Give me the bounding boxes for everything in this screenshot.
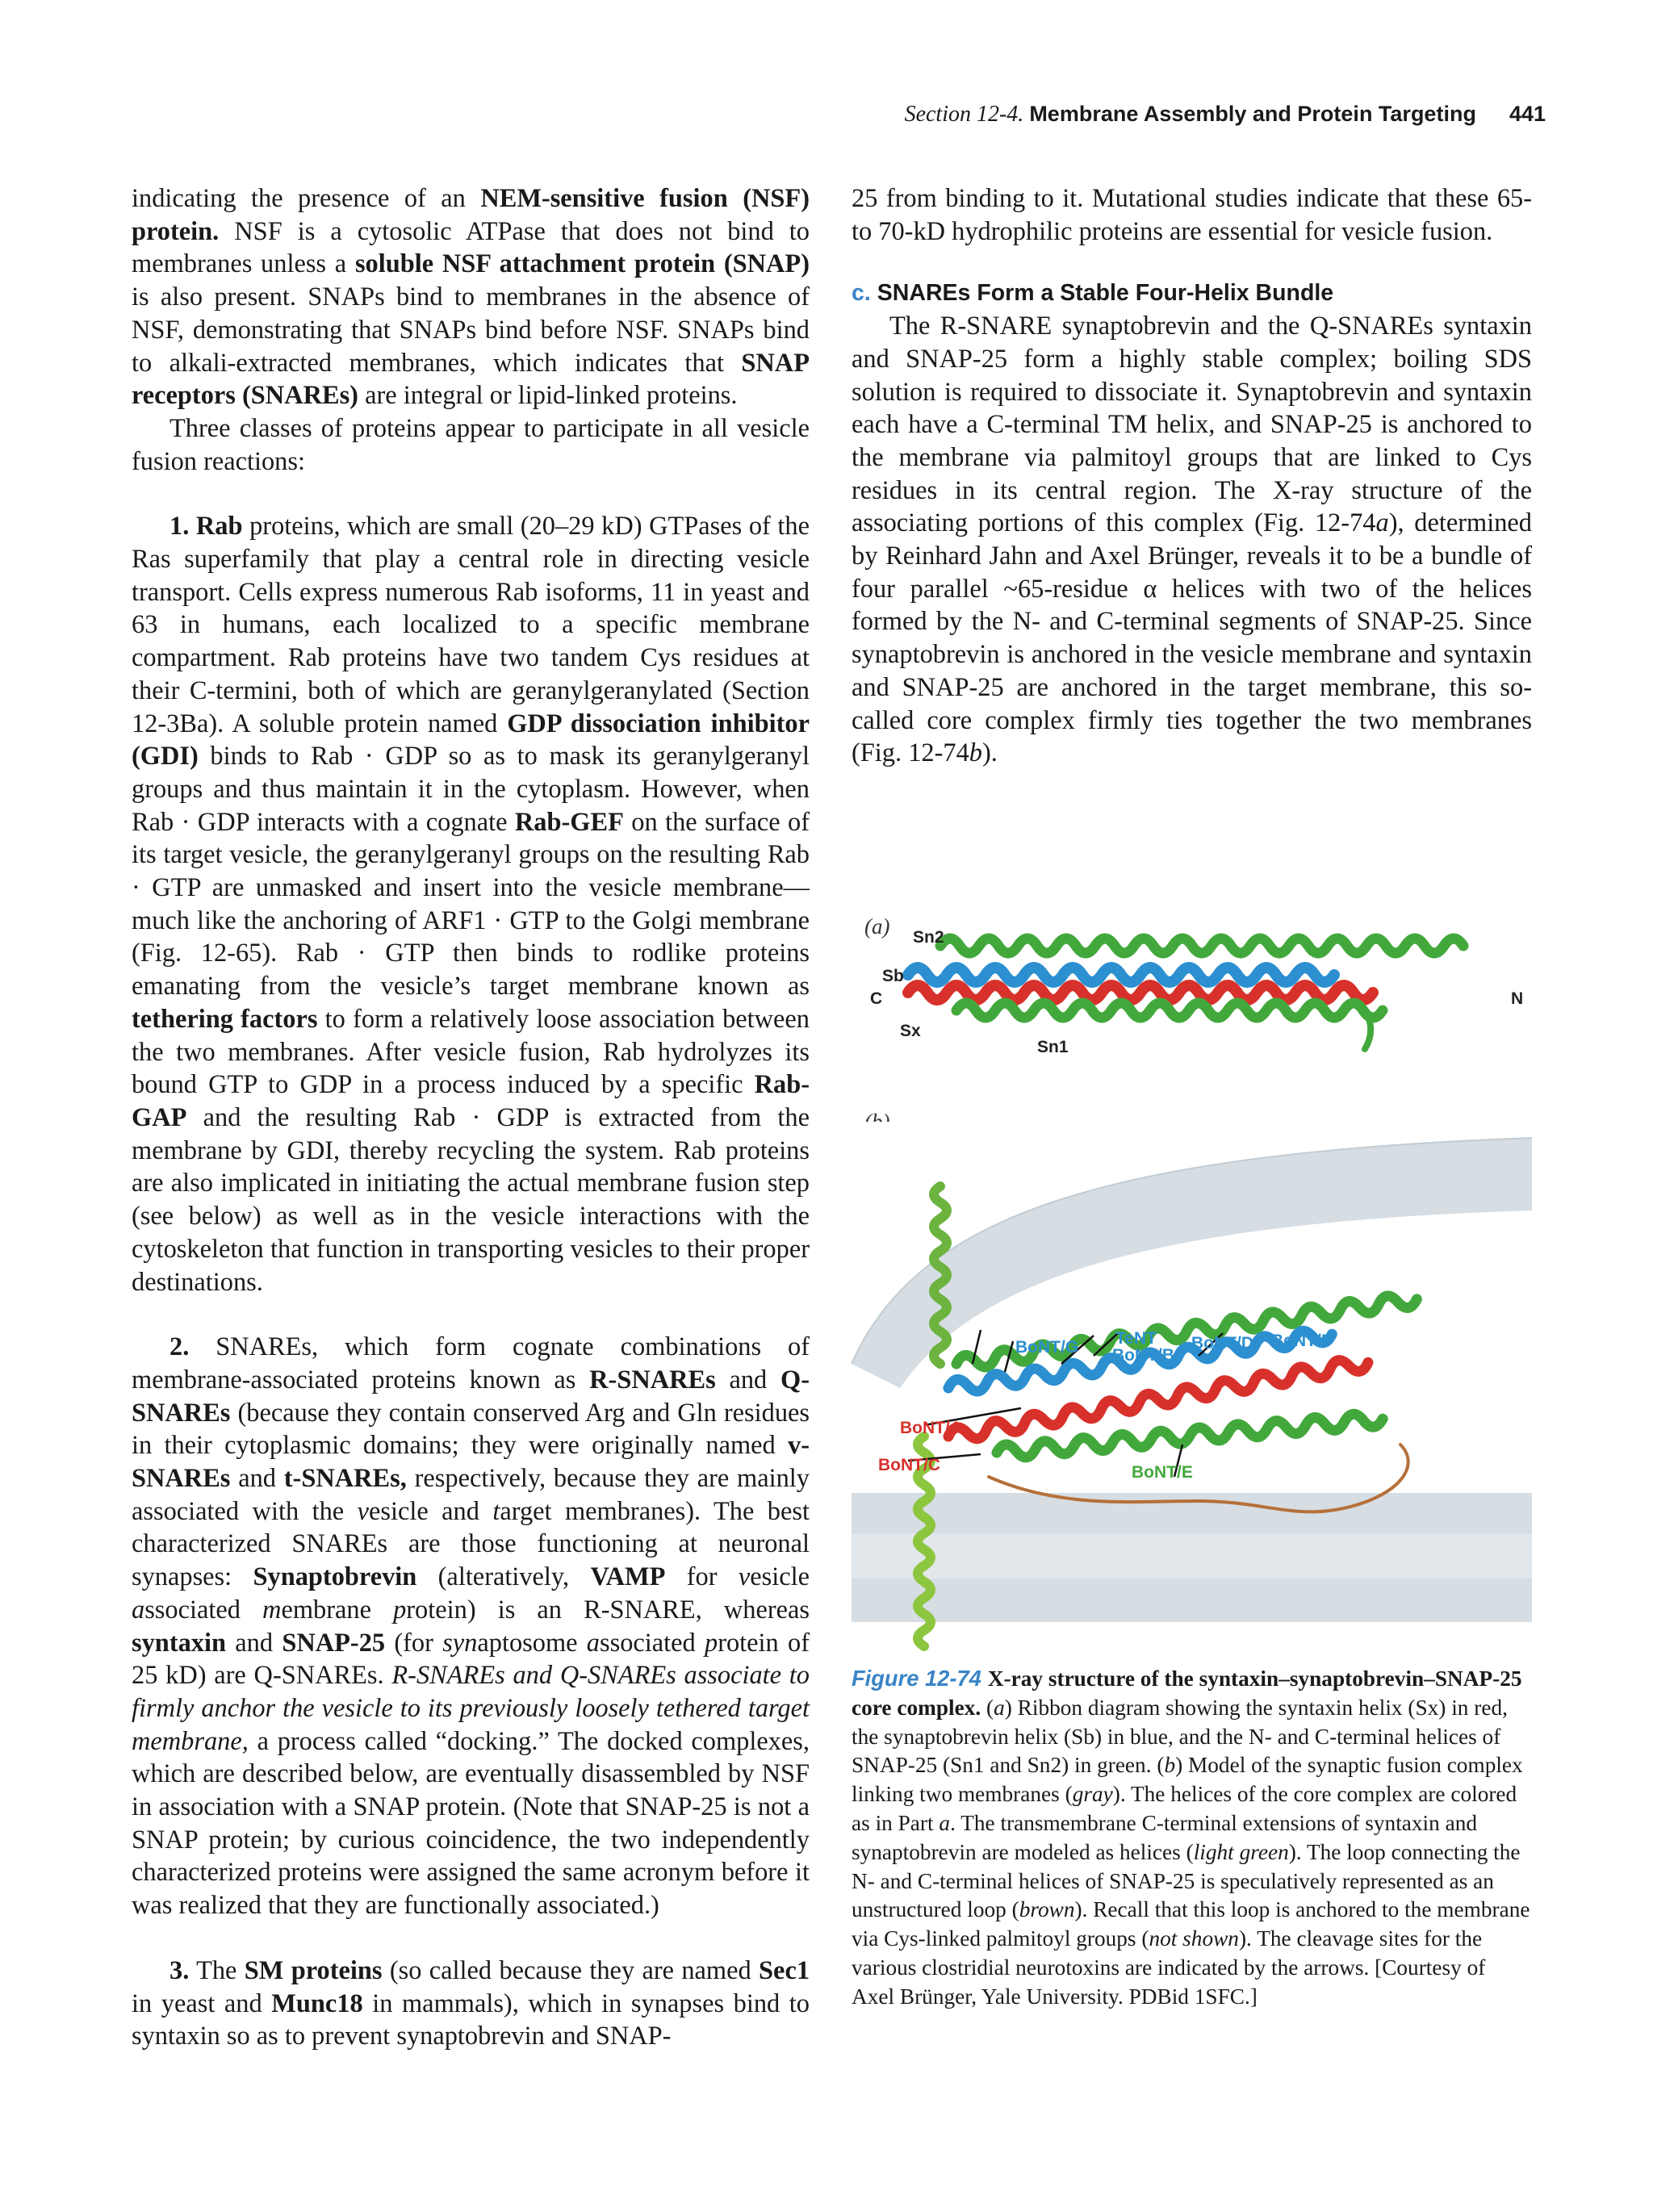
paragraph-rab: 1. Rab proteins, which are small (20–29 kD) GTPases of the Ras superfamily that play a central role in directing vesicle transport. Cells express numerous Rab isoforms, 11 in yeast and 63 in humans, each localized to a specific membrane compartment. Rab proteins have two tandem Cys residues at their C-termini, both of which are geranylgeranylated (Section 12-3Ba). A soluble protein named GDP dissociation inhibitor (GDI) binds to Rab · GDP so as to mask its geranylgeranyl groups and thus maintain it in the cytoplasm. However, when Rab · GDP interacts with a cognate Rab-GEF on the surface of its target vesicle, the geranylgeranyl groups on the resulting Rab · GTP are unmasked and insert into the vesicle membrane—much like the anchoring of ARF1 · GTP to the Golgi membrane (Fig. 12-65). Rab · GTP then binds to rodlike proteins emanating from the vesicle’s target membrane known as tethering factors to form a relatively loose association between the two membranes. After vesicle fusion, Rab hydrolyzes its bound GTP to GDP in a process induced by a specific Rab-GAP and the resulting Rab · GDP is extracted from the membrane by GDI, thereby recycling the system. Rab proteins are also implicated in initiating the actual membrane fusion step (see below) as well as in the vesicle interactions with the cytoskeleton that function in transporting vesicles to their proper destinations. <box>132 512 810 1297</box>
left-column <box>132 182 810 2053</box>
figure-part-b-model <box>852 1122 1532 1658</box>
figure-caption: Figure 12-74 X-ray structure of the syntaxin–synaptobrevin–SNAP-25 core complex. (a) Ribbon diagram showing the syntaxin helix (Sx) in red, the synaptobrevin helix (Sb) in blue, and the N- and C-terminal helices of SNAP-25 (Sn1 and Sn2) in green. (b) Model of the synaptic fusion complex linking two membranes (gray). The helices of the core complex are colored as in Part a. The transmembrane C-terminal extensions of syntaxin and synaptobrevin are modeled as helices (light green). The loop connecting the N- and C-terminal helices of SNAP-25 is speculatively represented as an unstructured loop (brown). Recall that this loop is anchored to the membrane via Cys-linked palmitoyl groups (not shown). The cleavage sites for the various clostridial neurotoxins are indicated by the arrows. [Courtesy of Axel Brünger, Yale University. PDBid 1SFC.] <box>852 1666 1530 2009</box>
figure-number: Figure 12-74 <box>852 1666 981 1691</box>
label-bont-d: BoNT/D <box>1191 1334 1253 1353</box>
label-bont-a: BoNT/A <box>900 1419 962 1437</box>
header-title: Membrane Assembly and Protein Targeting <box>1029 102 1476 126</box>
label-bont-g: BoNT/G <box>1015 1338 1079 1357</box>
right-column <box>852 182 1532 770</box>
figure-part-a-ribbon <box>852 912 1532 1089</box>
label-tent: TeNT <box>1115 1329 1157 1348</box>
label-sb: Sb <box>882 967 904 985</box>
page-number: 441 <box>1509 102 1546 126</box>
label-bont-c: BoNT/C <box>878 1456 940 1474</box>
label-sn2: Sn2 <box>913 928 944 947</box>
section-subhead <box>852 277 1532 310</box>
subhead-letter: c. <box>852 280 871 307</box>
label-bont-f: BoNT/F <box>1271 1332 1332 1350</box>
paragraph-three-classes: Three classes of proteins appear to participate in all vesicle fusion reactions: <box>132 413 810 476</box>
paragraph-sm-proteins: 3. The SM proteins (so called because they are named Sec1 in yeast and Munc18 in mammals), which in synapses bind to syntaxin so as to prevent synaptobrevin and SNAP- <box>132 1955 810 2051</box>
paragraph-snares: 2. SNAREs, which form cognate combinations of membrane-associated proteins known as R-SNAREs and Q-SNAREs (because they contain conserved Arg and Gln residues in their cytoplasmic domains; they were originally named v-SNAREs and t-SNAREs, respectively, because they are mainly associated with the vesicle and target membranes). The best characterized SNAREs are those functioning at neuronal synapses: Synaptobrevin (alteratively, VAMP for vesicle associated membrane protein) is an R-SNARE, whereas syntaxin and SNAP-25 (for synaptosome associated protein of 25 kD) are Q-SNAREs. R-SNAREs and Q-SNAREs associate to firmly anchor the vesicle to its previously loosely tethered target membrane, a process called “docking.” The docked complexes, which are described below, are eventually disassembled by NSF in association with a SNAP protein. (Note that SNAP-25 is not a SNAP protein; by curious coincidence, the two independently characterized proteins were assigned the same acronym before it was realized that they are functionally associated.) <box>132 1332 810 1921</box>
label-sn1: Sn1 <box>1037 1038 1069 1056</box>
figure-part-a-label: (a) <box>864 914 890 939</box>
caption-title: X-ray structure of the syntaxin–synaptobrevin–SNAP-25 core complex. <box>852 1666 1522 1720</box>
label-bont-e: BoNT/E <box>1132 1463 1193 1482</box>
running-header <box>0 102 1546 128</box>
label-sx: Sx <box>900 1022 921 1040</box>
label-bont-b: BoNT/B <box>1112 1346 1174 1365</box>
paragraph-nsf: indicating the presence of an NEM-sensitive fusion (NSF) protein. NSF is a cytosolic ATPase that does not bind to membranes unless a soluble NSF attachment protein (SNAP) is also present. SNAPs bind to membranes in the absence of NSF, demonstrating that SNAPs bind before NSF. SNAPs bind to alkali-extracted membranes, which indicates that SNAP receptors (SNAREs) are integral or lipid-linked proteins. <box>132 184 810 411</box>
sn2-helix <box>940 939 1463 953</box>
sb-helix <box>908 968 1334 982</box>
label-n-terminus: N <box>1511 989 1524 1008</box>
paragraph-four-helix: The R-SNARE synaptobrevin and the Q-SNAREs syntaxin and SNAP-25 form a highly stable complex; boiling SDS solution is required to dissociate it. Synaptobrevin and syntaxin each have a C-terminal TM helix, and SNAP-25 is anchored to the membrane via palmitoyl groups that are linked to Cys residues in its central region. The X-ray structure of the associating portions of this complex (Fig. 12-74a), determined by Reinhard Jahn and Axel Brünger, reveals it to be a bundle of four parallel ~65-residue α helices with two of the helices formed by the N- and C-terminal segments of SNAP-25. Since synaptobrevin is anchored in the vesicle membrane and syntaxin and SNAP-25 are anchored in the target membrane, this so-called core complex firmly ties together the two membranes (Fig. 12-74b). <box>852 312 1532 768</box>
sn1-helix <box>956 1003 1383 1018</box>
label-c-terminus: C <box>870 989 883 1008</box>
subhead-text: SNAREs Form a Stable Four-Helix Bundle <box>877 280 1334 307</box>
header-section: Section 12-4. <box>904 102 1024 127</box>
paragraph-continuation: 25 from binding to it. Mutational studies indicate that these 65- to 70-kD hydrophilic proteins are essential for vesicle fusion. <box>852 184 1532 246</box>
